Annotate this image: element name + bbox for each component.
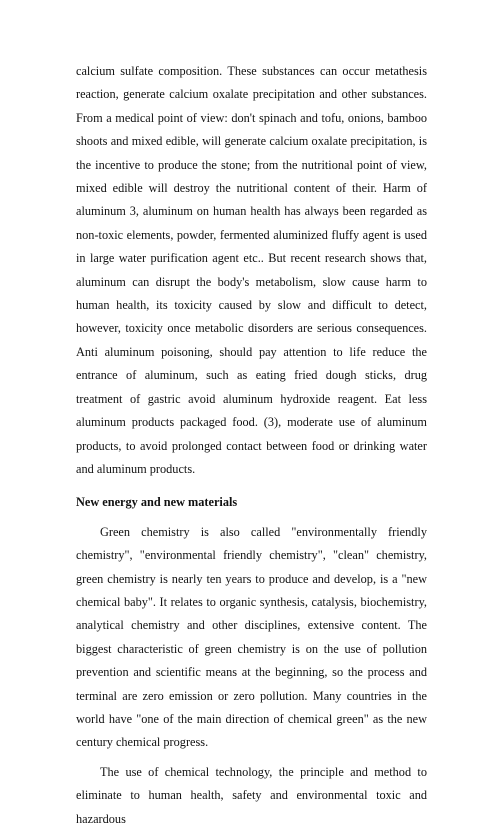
document-page — [76, 60, 427, 831]
paragraph-green-chemistry: Green chemistry is also called "environmentally friendly chemistry", "environmental friendly chemistry", "clean" chemistry, green chemistry is nearly ten years to produce and develop, is a "new chemical baby". It relates to organic synthesis, catalysis, biochemistry, analytical chemistry and other disciplines, extensive content. The biggest characteristic of green chemistry is on the use of pollution prevention and scientific means at the beginning, so the process and terminal are zero emission or zero pollution. Many countries in the world have "one of the main direction of chemical green" as the new century chemical progress. — [76, 524, 427, 750]
section-heading: New energy and new materials — [76, 495, 238, 510]
paragraph-aluminum-health: calcium sulfate composition. These substances can occur metathesis reaction, generate calcium oxalate precipitation and other substances. From a medical point of view: don't spinach and tofu, onions, bamboo shoots and mixed edible, will generate calcium oxalate precipitation, is the incentive to produce the stone; from the nutritional point of view, mixed edible will destroy the nutritional content of their. Harm of aluminum 3, aluminum on human health has always been regarded as non-toxic elements, powder, fermented aluminized fluffy agent is used in large water purification agent etc.. But recent research shows that, aluminum can disrupt the body's metabolism, slow cause harm to human health, its toxicity caused by slow and difficult to detect, however, toxicity once metabolic disorders are serious consequences. Anti aluminum poisoning, should pay attention to life reduce the entrance of aluminum, such as eating fried dough sticks, drug treatment of gastric avoid aluminum hydroxide reagent. Eat less aluminum products packaged food. (3), moderate use of aluminum products, to avoid prolonged contact between food or drinking water and aluminum products. — [76, 64, 427, 476]
paragraph-chemical-technology: The use of chemical technology, the principle and method to eliminate to human health, safety and environmental toxic and hazardous — [76, 764, 427, 826]
